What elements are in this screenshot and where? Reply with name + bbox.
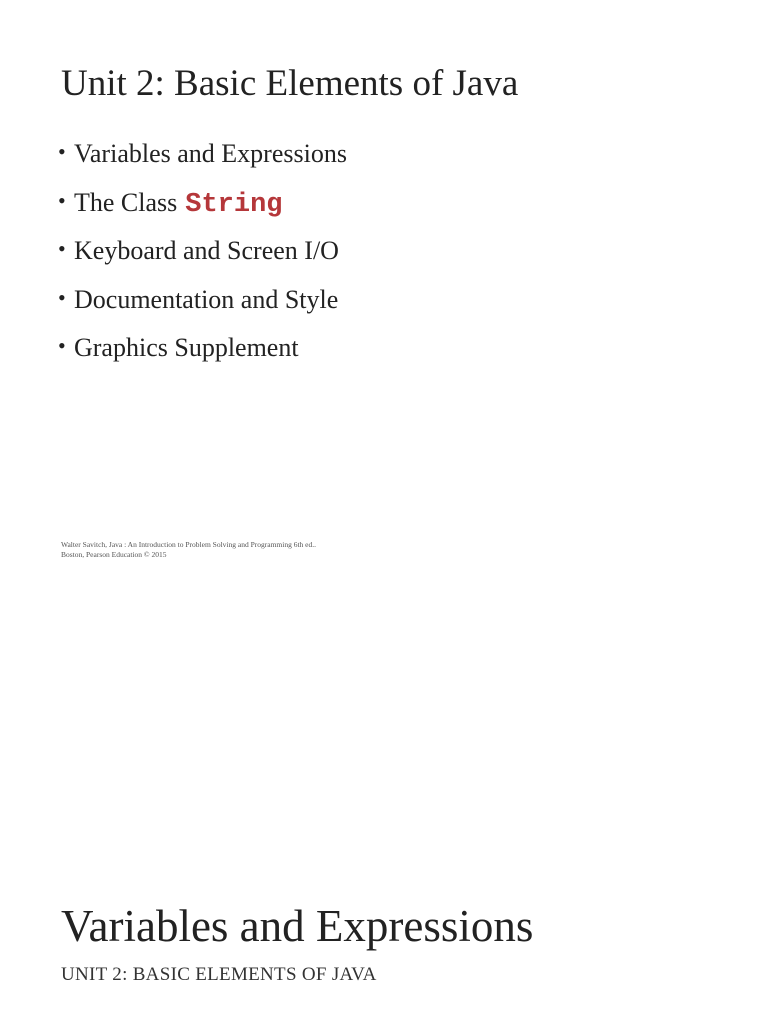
bullet-dot-icon: • [58,284,66,310]
citation-line-1: Walter Savitch, Java : An Introduction to Problem Solving and Programming 6th ed.. [61,540,316,549]
citation-line-2: Boston, Pearson Education © 2015 [61,550,167,559]
bullet-dot-icon: • [58,187,66,213]
section-subtitle: UNIT 2: BASIC ELEMENTS OF JAVA [61,964,377,985]
bullet-item [58,235,347,284]
bullet-dot-icon: • [58,333,66,358]
bullet-item [58,187,347,236]
bullet-text: The Class [74,187,178,217]
bullet-item [58,332,347,381]
bullet-dot-icon: • [58,139,66,164]
bullet-dot-icon: • [58,236,66,261]
bullet-item [58,138,347,187]
slide-variables-and-expressions [0,880,768,1024]
citation [61,540,316,560]
section-title: Variables and Expressions [61,901,534,951]
code-keyword-string: String [185,189,283,220]
bullet-item [58,284,347,333]
bullet-text: Documentation and Style [74,284,339,314]
bullet-list [58,138,347,381]
bullet-text: Graphics Supplement [74,333,299,362]
bullet-text: Keyboard and Screen I/O [74,236,339,265]
slide-title: Unit 2: Basic Elements of Java [61,63,519,104]
bullet-text: Variables and Expressions [74,139,347,168]
